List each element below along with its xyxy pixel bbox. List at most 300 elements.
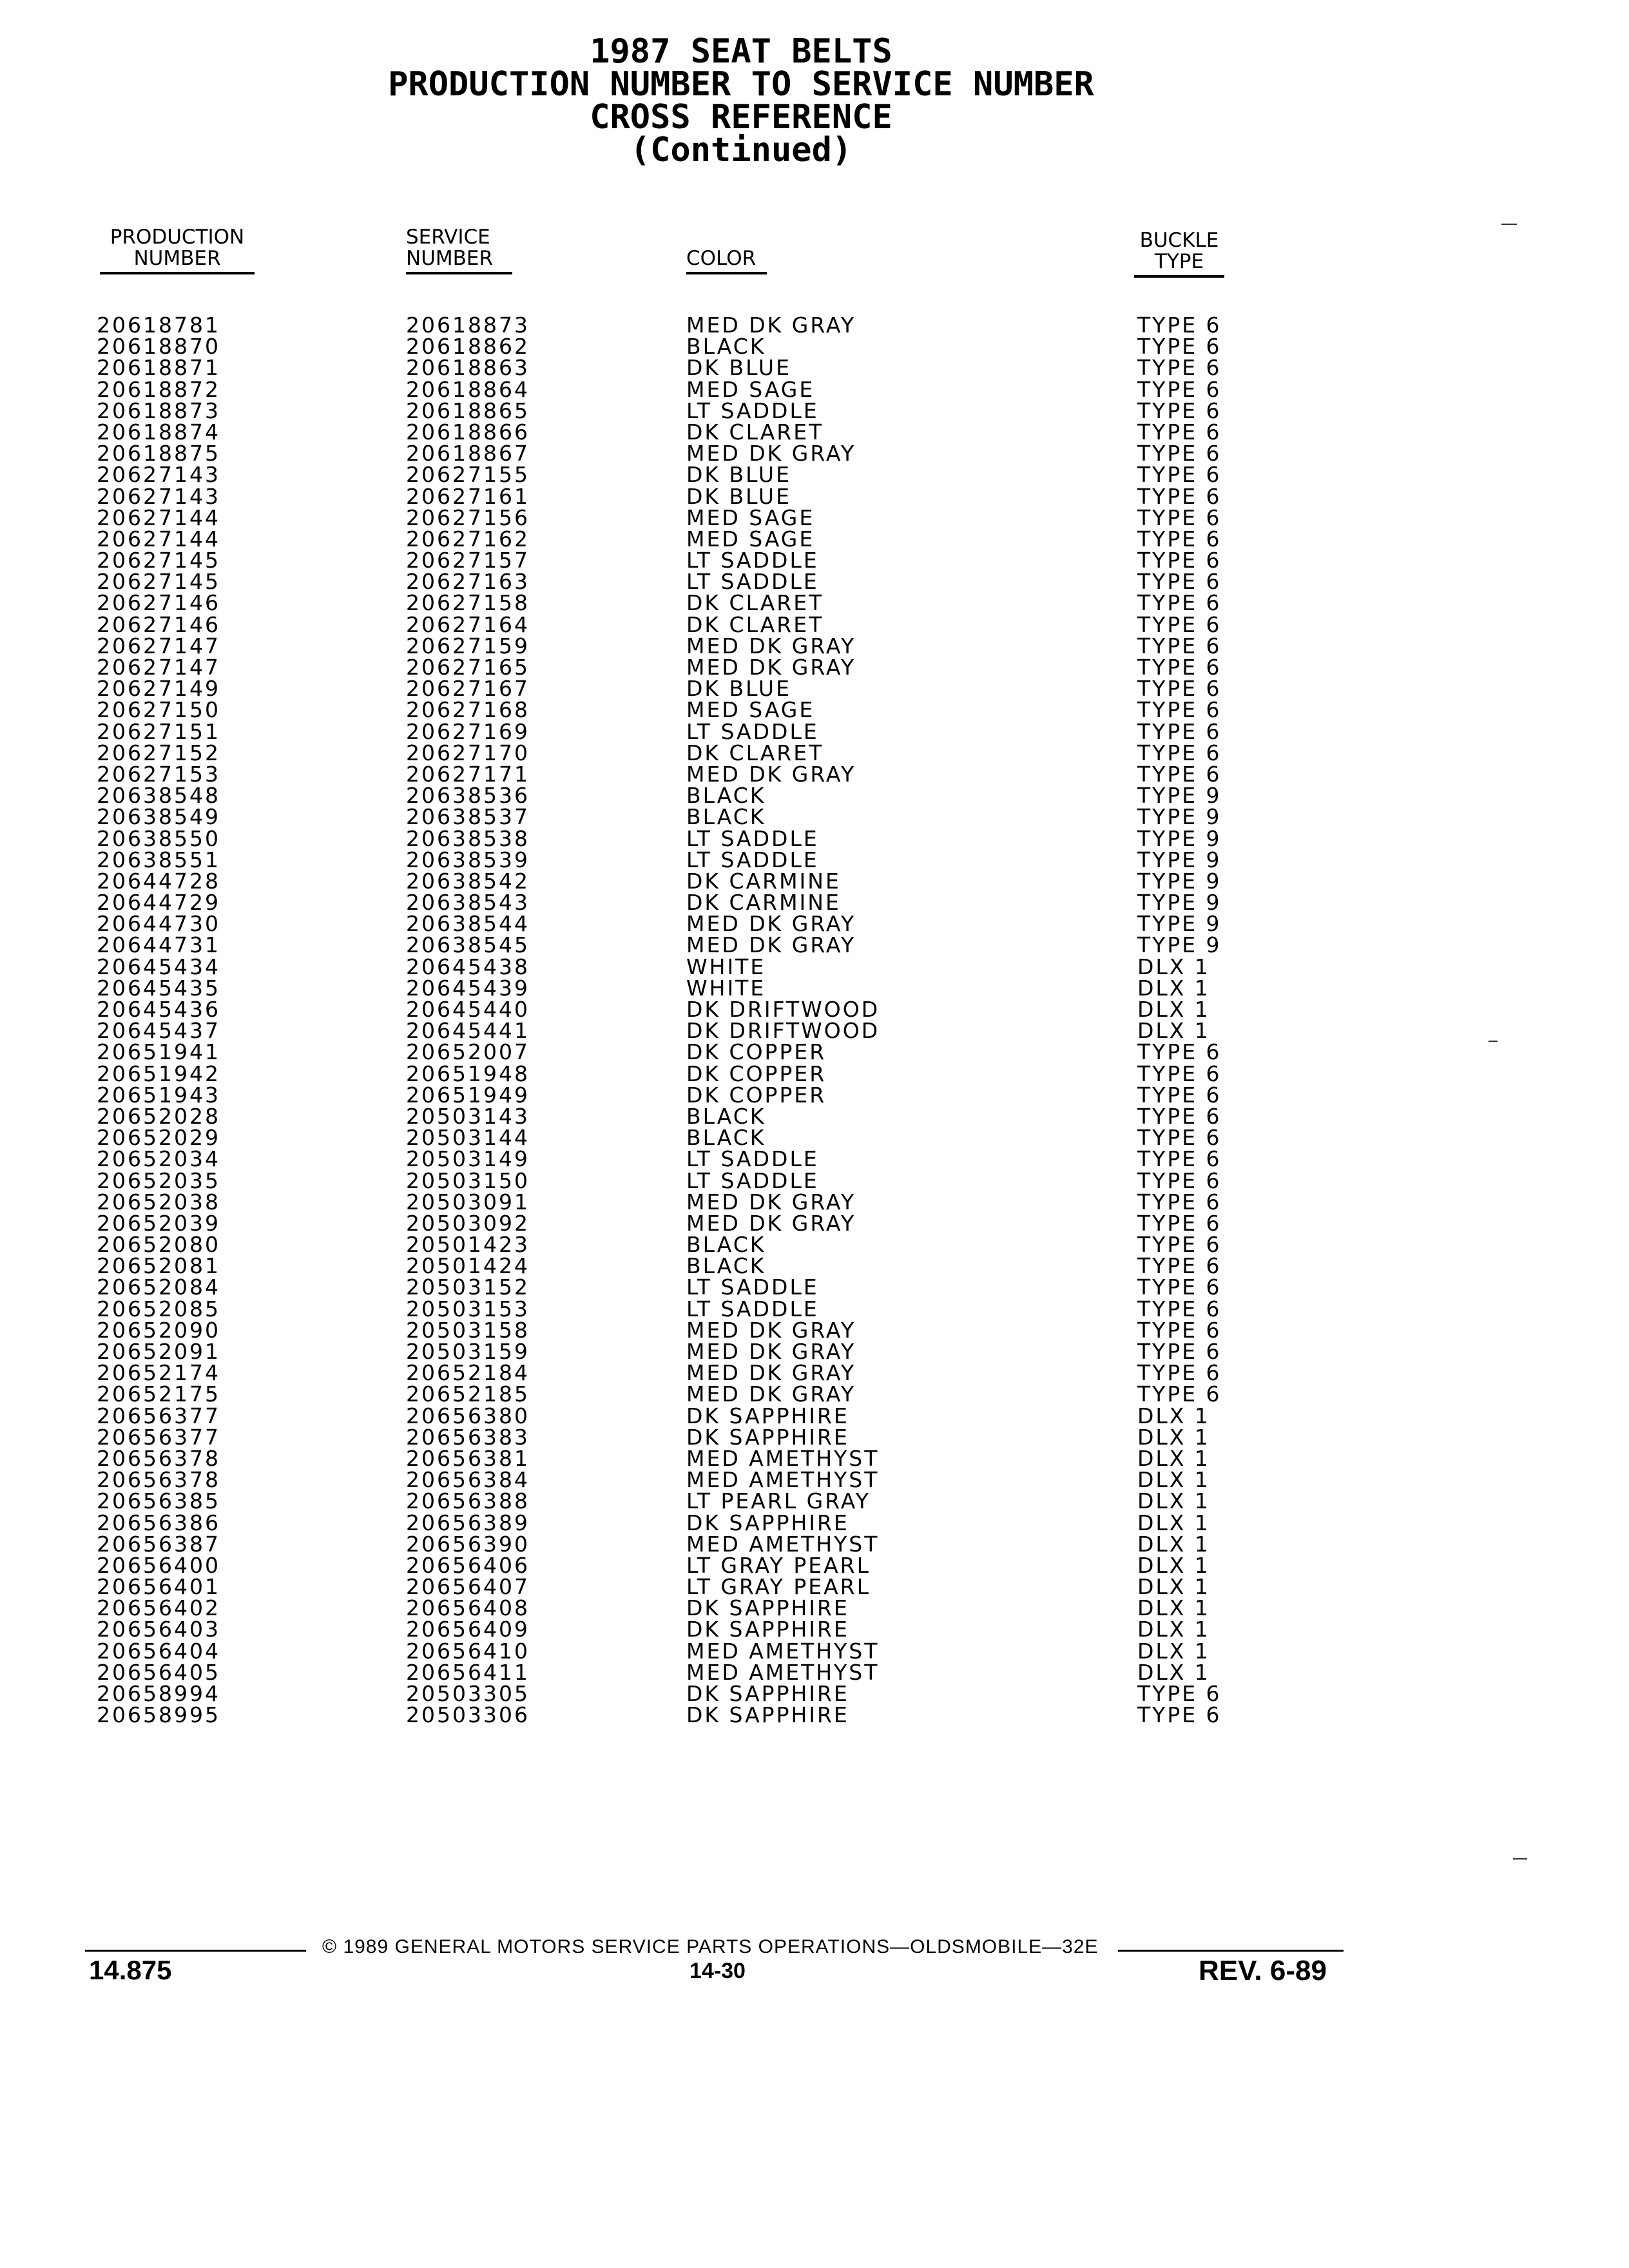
table-row bbox=[90, 550, 1237, 571]
color-cell: MED DK GRAY bbox=[686, 1189, 856, 1215]
production-number-cell: 20656377 bbox=[97, 1403, 220, 1428]
table-row bbox=[90, 1574, 1237, 1600]
service-number-cell: 20618864 bbox=[406, 376, 530, 402]
color-cell: LT SADDLE bbox=[686, 1146, 819, 1172]
buckle-type-cell: TYPE 6 bbox=[1137, 718, 1222, 744]
service-number-cell: 20503305 bbox=[406, 1681, 530, 1706]
buckle-type-cell: TYPE 9 bbox=[1137, 868, 1222, 894]
buckle-type-cell: DLX 1 bbox=[1137, 1531, 1210, 1557]
color-cell: BLACK bbox=[686, 1232, 766, 1258]
service-number-cell: 20627158 bbox=[406, 590, 530, 616]
buckle-type-cell: TYPE 6 bbox=[1137, 398, 1222, 423]
production-number-cell: 20652035 bbox=[97, 1168, 220, 1193]
buckle-type-cell: TYPE 6 bbox=[1137, 483, 1222, 509]
color-cell: DK SAPPHIRE bbox=[686, 1595, 849, 1621]
production-number-cell: 20656378 bbox=[97, 1467, 220, 1493]
title-line-4: (Continued) bbox=[630, 131, 853, 169]
title-line-1: 1987 SEAT BELTS bbox=[590, 32, 892, 71]
table-row bbox=[90, 355, 1237, 381]
table-row bbox=[90, 761, 1237, 787]
section-number: 14.875 bbox=[89, 1955, 172, 1985]
production-number-cell: 20645436 bbox=[97, 997, 220, 1022]
buckle-type-cell: DLX 1 bbox=[1137, 1552, 1210, 1578]
service-number-cell: 20651949 bbox=[406, 1082, 530, 1108]
production-number-cell: 20656385 bbox=[97, 1488, 220, 1514]
buckle-type-cell: TYPE 6 bbox=[1137, 334, 1222, 360]
table-row bbox=[90, 1039, 1237, 1065]
production-number-cell: 20627143 bbox=[97, 483, 220, 509]
scan-mark bbox=[1489, 1041, 1498, 1042]
production-number-cell: 20652039 bbox=[97, 1210, 220, 1236]
service-number-cell: 20618862 bbox=[406, 334, 530, 360]
buckle-type-cell: TYPE 6 bbox=[1137, 1082, 1222, 1108]
table-row bbox=[90, 1424, 1237, 1450]
table-row bbox=[90, 1146, 1237, 1172]
production-number-cell: 20627153 bbox=[97, 761, 220, 787]
table-row bbox=[90, 1659, 1237, 1685]
table-row bbox=[90, 1084, 1237, 1106]
table-row bbox=[90, 890, 1237, 916]
table-row bbox=[90, 1533, 1237, 1555]
table-row bbox=[90, 825, 1237, 851]
production-number-cell: 20644728 bbox=[97, 868, 220, 894]
service-number-cell: 20503091 bbox=[406, 1189, 530, 1215]
production-number-cell: 20645437 bbox=[97, 1018, 220, 1044]
production-number-cell: 20627147 bbox=[97, 655, 220, 680]
production-number-cell: 20627151 bbox=[97, 718, 220, 744]
service-number-cell: 20638542 bbox=[406, 868, 530, 894]
production-number-cell: 20644729 bbox=[97, 890, 220, 916]
service-number-cell: 20656410 bbox=[406, 1638, 530, 1664]
service-number-cell: 20652184 bbox=[406, 1360, 530, 1386]
revision-date: REV. 6-89 bbox=[1199, 1955, 1327, 1986]
footer-copyright: © 1989 GENERAL MOTORS SERVICE PARTS OPERATIONS—OLDSMOBILE—32E bbox=[322, 1936, 1099, 1957]
color-cell: DK COPPER bbox=[686, 1061, 827, 1086]
service-number-cell: 20656380 bbox=[406, 1403, 530, 1428]
buckle-type-cell: TYPE 6 bbox=[1137, 1681, 1222, 1706]
production-number-cell: 20618873 bbox=[97, 398, 220, 423]
buckle-type-cell: DLX 1 bbox=[1137, 1659, 1210, 1685]
title-line-3: CROSS REFERENCE bbox=[590, 98, 892, 137]
buckle-type-cell: TYPE 6 bbox=[1137, 441, 1222, 466]
color-cell: DK SAPPHIRE bbox=[686, 1702, 849, 1728]
production-number-cell: 20651941 bbox=[97, 1039, 220, 1065]
color-cell: MED DK GRAY bbox=[686, 1360, 856, 1386]
scan-mark bbox=[1513, 1858, 1527, 1860]
color-cell: BLACK bbox=[686, 1103, 766, 1129]
service-number-cell: 20627156 bbox=[406, 505, 530, 530]
buckle-type-cell: TYPE 6 bbox=[1137, 548, 1222, 573]
color-cell: BLACK bbox=[686, 334, 766, 360]
color-cell: BLACK bbox=[686, 783, 766, 809]
table-row bbox=[90, 1683, 1237, 1704]
production-number-cell: 20618875 bbox=[97, 441, 220, 466]
color-cell: LT SADDLE bbox=[686, 1296, 819, 1321]
color-cell: WHITE bbox=[686, 954, 766, 979]
service-number-cell: 20652185 bbox=[406, 1381, 530, 1407]
service-number-cell: 20638536 bbox=[406, 783, 530, 809]
buckle-type-cell: TYPE 9 bbox=[1137, 804, 1222, 830]
header-production-number: PRODUCTION NUMBER bbox=[97, 227, 258, 274]
service-number-cell: 20618863 bbox=[406, 355, 530, 381]
color-cell: LT SADDLE bbox=[686, 847, 819, 872]
buckle-type-cell: TYPE 6 bbox=[1137, 355, 1222, 381]
table-row bbox=[90, 1552, 1237, 1578]
buckle-type-cell: DLX 1 bbox=[1137, 1403, 1210, 1428]
production-number-cell: 20656386 bbox=[97, 1510, 220, 1535]
table-row bbox=[90, 1405, 1237, 1427]
buckle-type-cell: TYPE 6 bbox=[1137, 569, 1222, 595]
service-number-cell: 20627162 bbox=[406, 526, 530, 552]
service-number-cell: 20656383 bbox=[406, 1424, 530, 1450]
buckle-type-cell: DLX 1 bbox=[1137, 997, 1210, 1022]
service-number-cell: 20501424 bbox=[406, 1253, 530, 1279]
service-number-cell: 20503159 bbox=[406, 1339, 530, 1364]
buckle-type-cell: TYPE 6 bbox=[1137, 676, 1222, 702]
service-number-cell: 20651948 bbox=[406, 1061, 530, 1086]
color-cell: MED SAGE bbox=[686, 376, 815, 402]
service-number-cell: 20638544 bbox=[406, 911, 530, 937]
buckle-type-cell: TYPE 6 bbox=[1137, 1274, 1222, 1300]
buckle-type-cell: DLX 1 bbox=[1137, 1638, 1210, 1664]
table-row bbox=[90, 1512, 1237, 1533]
color-cell: BLACK bbox=[686, 1253, 766, 1279]
color-cell: LT SADDLE bbox=[686, 1168, 819, 1193]
buckle-type-cell: TYPE 6 bbox=[1137, 505, 1222, 530]
table-row bbox=[90, 635, 1237, 657]
buckle-type-cell: TYPE 6 bbox=[1137, 1253, 1222, 1279]
production-number-cell: 20644730 bbox=[97, 911, 220, 937]
service-number-cell: 20627168 bbox=[406, 697, 530, 723]
buckle-type-cell: DLX 1 bbox=[1137, 1445, 1210, 1471]
table-row bbox=[90, 590, 1237, 616]
service-number-cell: 20656388 bbox=[406, 1488, 530, 1514]
color-cell: LT SADDLE bbox=[686, 569, 819, 595]
service-number-cell: 20656411 bbox=[406, 1659, 530, 1685]
production-number-cell: 20652085 bbox=[97, 1296, 220, 1321]
table-row bbox=[90, 956, 1237, 977]
production-number-cell: 20652091 bbox=[97, 1339, 220, 1364]
table-row bbox=[90, 870, 1237, 892]
service-number-cell: 20627163 bbox=[406, 569, 530, 595]
table-row bbox=[90, 462, 1237, 488]
production-number-cell: 20644731 bbox=[97, 932, 220, 958]
table-row bbox=[90, 1445, 1237, 1471]
service-number-cell: 20656407 bbox=[406, 1574, 530, 1600]
color-cell: DK BLUE bbox=[686, 355, 791, 381]
production-number-cell: 20627144 bbox=[97, 526, 220, 552]
service-number-cell: 20638539 bbox=[406, 847, 530, 872]
color-cell: LT SADDLE bbox=[686, 1274, 819, 1300]
color-cell: WHITE bbox=[686, 975, 766, 1001]
table-row bbox=[90, 1125, 1237, 1151]
service-number-cell: 20645440 bbox=[406, 997, 530, 1022]
color-cell: LT SADDLE bbox=[686, 548, 819, 573]
service-number-cell: 20618865 bbox=[406, 398, 530, 423]
color-cell: MED DK GRAY bbox=[686, 932, 856, 958]
buckle-type-cell: TYPE 6 bbox=[1137, 1317, 1222, 1343]
buckle-type-cell: TYPE 6 bbox=[1137, 1189, 1222, 1215]
color-cell: LT GRAY PEARL bbox=[686, 1552, 871, 1578]
table-row bbox=[90, 934, 1237, 956]
buckle-type-cell: TYPE 9 bbox=[1137, 783, 1222, 809]
service-number-cell: 20627171 bbox=[406, 761, 530, 787]
buckle-type-cell: DLX 1 bbox=[1137, 1424, 1210, 1450]
table-row bbox=[90, 421, 1237, 443]
buckle-type-cell: TYPE 6 bbox=[1137, 1103, 1222, 1129]
service-number-cell: 20503153 bbox=[406, 1296, 530, 1321]
production-number-cell: 20627143 bbox=[97, 462, 220, 488]
production-number-cell: 20652174 bbox=[97, 1360, 220, 1386]
color-cell: LT SADDLE bbox=[686, 398, 819, 423]
service-number-cell: 20627167 bbox=[406, 676, 530, 702]
buckle-type-cell: DLX 1 bbox=[1137, 1018, 1210, 1044]
service-number-cell: 20627161 bbox=[406, 483, 530, 509]
color-cell: DK SAPPHIRE bbox=[686, 1681, 849, 1706]
service-number-cell: 20645439 bbox=[406, 975, 530, 1001]
production-number-cell: 20652081 bbox=[97, 1253, 220, 1279]
service-number-cell: 20503092 bbox=[406, 1210, 530, 1236]
table-row bbox=[90, 569, 1237, 595]
table-row bbox=[90, 1018, 1237, 1044]
color-cell: DK BLUE bbox=[686, 676, 791, 702]
production-number-cell: 20652090 bbox=[97, 1317, 220, 1343]
service-number-cell: 20503149 bbox=[406, 1146, 530, 1172]
table-row bbox=[90, 1619, 1237, 1640]
header-color: COLOR bbox=[686, 248, 767, 274]
color-cell: BLACK bbox=[686, 1125, 766, 1151]
production-number-cell: 20652028 bbox=[97, 1103, 220, 1129]
table-row bbox=[90, 911, 1237, 937]
buckle-type-cell: DLX 1 bbox=[1137, 1595, 1210, 1621]
scan-mark bbox=[1501, 224, 1517, 225]
service-number-cell: 20503306 bbox=[406, 1702, 530, 1728]
color-cell: DK COPPER bbox=[686, 1039, 827, 1065]
service-number-cell: 20627159 bbox=[406, 633, 530, 658]
buckle-type-cell: TYPE 6 bbox=[1137, 376, 1222, 402]
service-number-cell: 20638538 bbox=[406, 825, 530, 851]
color-cell: DK BLUE bbox=[686, 462, 791, 488]
table-row bbox=[90, 1276, 1237, 1298]
service-number-cell: 20501423 bbox=[406, 1232, 530, 1258]
production-number-cell: 20618872 bbox=[97, 376, 220, 402]
color-cell: DK DRIFTWOOD bbox=[686, 1018, 880, 1044]
production-number-cell: 20627145 bbox=[97, 548, 220, 573]
color-cell: MED DK GRAY bbox=[686, 1381, 856, 1407]
table-row bbox=[90, 611, 1237, 637]
production-number-cell: 20627152 bbox=[97, 740, 220, 765]
color-cell: LT SADDLE bbox=[686, 825, 819, 851]
buckle-type-cell: DLX 1 bbox=[1137, 1617, 1210, 1642]
buckle-type-cell: TYPE 6 bbox=[1137, 312, 1222, 338]
color-cell: DK SAPPHIRE bbox=[686, 1617, 849, 1642]
color-cell: MED AMETHYST bbox=[686, 1659, 880, 1685]
buckle-type-cell: DLX 1 bbox=[1137, 954, 1210, 979]
color-cell: MED DK GRAY bbox=[686, 655, 856, 680]
buckle-type-cell: TYPE 6 bbox=[1137, 590, 1222, 616]
buckle-type-cell: TYPE 6 bbox=[1137, 611, 1222, 637]
buckle-type-cell: TYPE 6 bbox=[1137, 633, 1222, 658]
buckle-type-cell: DLX 1 bbox=[1137, 1488, 1210, 1514]
table-row bbox=[90, 1490, 1237, 1512]
production-number-cell: 20638550 bbox=[97, 825, 220, 851]
table-row bbox=[90, 1170, 1237, 1191]
production-number-cell: 20656401 bbox=[97, 1574, 220, 1600]
table-row bbox=[90, 1298, 1237, 1320]
table-row bbox=[90, 1702, 1237, 1728]
color-cell: MED DK GRAY bbox=[686, 1210, 856, 1236]
service-number-cell: 20656408 bbox=[406, 1595, 530, 1621]
footer-rule-right bbox=[1118, 1950, 1344, 1952]
service-number-cell: 20503150 bbox=[406, 1168, 530, 1193]
table-row bbox=[90, 1063, 1237, 1084]
buckle-type-cell: TYPE 6 bbox=[1137, 1360, 1222, 1386]
production-number-cell: 20638549 bbox=[97, 804, 220, 830]
production-number-cell: 20656378 bbox=[97, 1445, 220, 1471]
color-cell: LT SADDLE bbox=[686, 718, 819, 744]
color-cell: MED DK GRAY bbox=[686, 911, 856, 937]
service-number-cell: 20638543 bbox=[406, 890, 530, 916]
buckle-type-cell: TYPE 6 bbox=[1137, 1125, 1222, 1151]
service-number-cell: 20627170 bbox=[406, 740, 530, 765]
service-number-cell: 20652007 bbox=[406, 1039, 530, 1065]
color-cell: DK SAPPHIRE bbox=[686, 1510, 849, 1535]
color-cell: MED DK GRAY bbox=[686, 1317, 856, 1343]
production-number-cell: 20627146 bbox=[97, 611, 220, 637]
production-number-cell: 20658994 bbox=[97, 1681, 220, 1706]
header-service-number: SERVICE NUMBER bbox=[406, 227, 512, 274]
footer-rule-left bbox=[85, 1950, 306, 1952]
production-number-cell: 20627146 bbox=[97, 590, 220, 616]
page-number: 14-30 bbox=[689, 1959, 746, 1983]
production-number-cell: 20658995 bbox=[97, 1702, 220, 1728]
buckle-type-cell: TYPE 6 bbox=[1137, 1339, 1222, 1364]
buckle-type-cell: TYPE 6 bbox=[1137, 419, 1222, 445]
color-cell: DK BLUE bbox=[686, 483, 791, 509]
production-number-cell: 20652034 bbox=[97, 1146, 220, 1172]
service-number-cell: 20638545 bbox=[406, 932, 530, 958]
table-row bbox=[90, 376, 1237, 402]
buckle-type-cell: TYPE 6 bbox=[1137, 1168, 1222, 1193]
production-number-cell: 20618871 bbox=[97, 355, 220, 381]
table-row bbox=[90, 1232, 1237, 1258]
production-number-cell: 20651942 bbox=[97, 1061, 220, 1086]
table-row bbox=[90, 1210, 1237, 1236]
color-cell: LT PEARL GRAY bbox=[686, 1488, 871, 1514]
service-number-cell: 20503158 bbox=[406, 1317, 530, 1343]
buckle-type-cell: TYPE 6 bbox=[1137, 1702, 1222, 1728]
table-row bbox=[90, 1597, 1237, 1619]
table-row bbox=[90, 1317, 1237, 1343]
buckle-type-cell: DLX 1 bbox=[1137, 1574, 1210, 1600]
production-number-cell: 20638551 bbox=[97, 847, 220, 872]
service-number-cell: 20638537 bbox=[406, 804, 530, 830]
color-cell: DK CLARET bbox=[686, 611, 824, 637]
color-cell: MED DK GRAY bbox=[686, 441, 856, 466]
service-number-cell: 20656406 bbox=[406, 1552, 530, 1578]
color-cell: MED DK GRAY bbox=[686, 761, 856, 787]
service-number-cell: 20656390 bbox=[406, 1531, 530, 1557]
production-number-cell: 20638548 bbox=[97, 783, 220, 809]
table-row bbox=[90, 676, 1237, 702]
color-cell: LT GRAY PEARL bbox=[686, 1574, 871, 1600]
service-number-cell: 20618873 bbox=[406, 312, 530, 338]
color-cell: MED SAGE bbox=[686, 505, 815, 530]
production-number-cell: 20652084 bbox=[97, 1274, 220, 1300]
color-cell: MED AMETHYST bbox=[686, 1467, 880, 1493]
service-number-cell: 20645441 bbox=[406, 1018, 530, 1044]
production-number-cell: 20652080 bbox=[97, 1232, 220, 1258]
color-cell: MED AMETHYST bbox=[686, 1638, 880, 1664]
table-row bbox=[90, 977, 1237, 999]
buckle-type-cell: TYPE 6 bbox=[1137, 1296, 1222, 1321]
color-cell: DK CARMINE bbox=[686, 890, 841, 916]
color-cell: DK COPPER bbox=[686, 1082, 827, 1108]
table-row bbox=[90, 697, 1237, 723]
service-number-cell: 20627155 bbox=[406, 462, 530, 488]
table-row bbox=[90, 443, 1237, 464]
production-number-cell: 20645435 bbox=[97, 975, 220, 1001]
production-number-cell: 20656387 bbox=[97, 1531, 220, 1557]
table-row bbox=[90, 1103, 1237, 1129]
service-number-cell: 20618867 bbox=[406, 441, 530, 466]
color-cell: MED AMETHYST bbox=[686, 1531, 880, 1557]
buckle-type-cell: TYPE 6 bbox=[1137, 526, 1222, 552]
production-number-cell: 20618874 bbox=[97, 419, 220, 445]
page-title bbox=[0, 32, 1482, 169]
table-row bbox=[90, 1640, 1237, 1662]
buckle-type-cell: TYPE 6 bbox=[1137, 1381, 1222, 1407]
color-cell: DK CLARET bbox=[686, 419, 824, 445]
production-number-cell: 20627147 bbox=[97, 633, 220, 658]
table-row bbox=[90, 783, 1237, 809]
production-number-cell: 20645434 bbox=[97, 954, 220, 979]
color-cell: BLACK bbox=[686, 804, 766, 830]
buckle-type-cell: DLX 1 bbox=[1137, 1467, 1210, 1493]
production-number-cell: 20618781 bbox=[97, 312, 220, 338]
production-number-cell: 20652038 bbox=[97, 1189, 220, 1215]
buckle-type-cell: TYPE 6 bbox=[1137, 1210, 1222, 1236]
service-number-cell: 20627157 bbox=[406, 548, 530, 573]
table-row bbox=[90, 528, 1237, 550]
color-cell: MED AMETHYST bbox=[686, 1445, 880, 1471]
service-number-cell: 20627165 bbox=[406, 655, 530, 680]
table-row bbox=[90, 483, 1237, 509]
service-number-cell: 20503143 bbox=[406, 1103, 530, 1129]
table-row bbox=[90, 1383, 1237, 1405]
production-number-cell: 20627149 bbox=[97, 676, 220, 702]
table-row bbox=[90, 507, 1237, 528]
buckle-type-cell: TYPE 6 bbox=[1137, 1061, 1222, 1086]
production-number-cell: 20627144 bbox=[97, 505, 220, 530]
color-cell: MED DK GRAY bbox=[686, 1339, 856, 1364]
table-row bbox=[90, 849, 1237, 870]
buckle-type-cell: TYPE 9 bbox=[1137, 847, 1222, 872]
production-number-cell: 20652029 bbox=[97, 1125, 220, 1151]
table-row bbox=[90, 1341, 1237, 1362]
table-row bbox=[90, 334, 1237, 360]
buckle-type-cell: TYPE 6 bbox=[1137, 462, 1222, 488]
color-cell: DK CLARET bbox=[686, 740, 824, 765]
table-row bbox=[90, 314, 1237, 336]
color-cell: DK DRIFTWOOD bbox=[686, 997, 880, 1022]
table-row bbox=[90, 1467, 1237, 1493]
buckle-type-cell: TYPE 9 bbox=[1137, 890, 1222, 916]
color-cell: MED DK GRAY bbox=[686, 312, 856, 338]
color-cell: MED SAGE bbox=[686, 697, 815, 723]
buckle-type-cell: TYPE 9 bbox=[1137, 825, 1222, 851]
production-number-cell: 20656405 bbox=[97, 1659, 220, 1685]
